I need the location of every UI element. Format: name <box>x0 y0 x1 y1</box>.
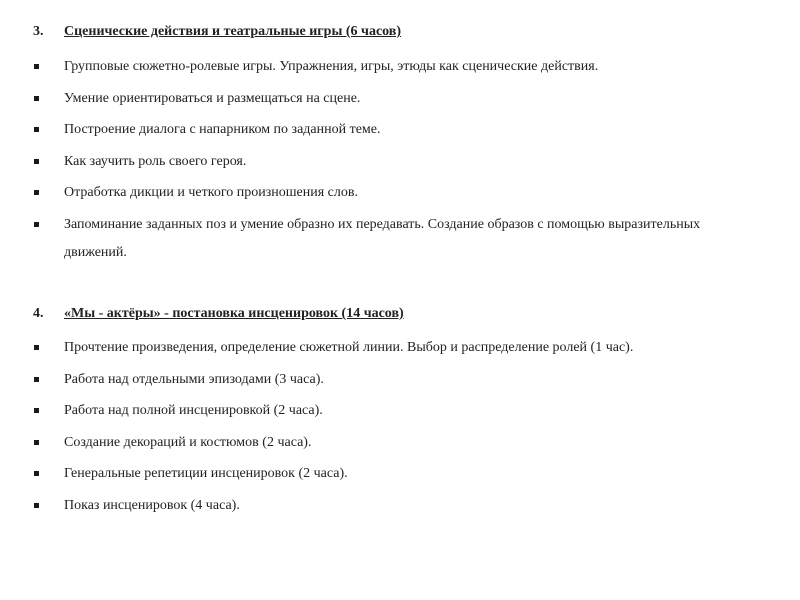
list-item <box>0 460 800 488</box>
section-item-list <box>0 53 800 267</box>
list-item-text: Запоминание заданных поз и умение образно их передавать. Создание образов с помощью выразительных движений. <box>64 216 701 260</box>
list-item <box>0 116 800 144</box>
list-item <box>0 334 800 362</box>
list-item <box>0 492 800 520</box>
square-bullet-icon <box>34 345 39 350</box>
list-item <box>0 366 800 394</box>
list-item-text: Как заучить роль своего героя. <box>64 153 247 169</box>
square-bullet-icon <box>34 127 39 132</box>
list-item-text: Отработка дикции и четкого произношения слов. <box>64 185 358 200</box>
square-bullet-icon <box>34 377 39 382</box>
list-item-text: Создание декораций и костюмов (2 часа). <box>64 434 312 450</box>
section-4 <box>0 304 800 523</box>
square-bullet-icon <box>34 222 39 227</box>
list-item-text: Работа над отдельными эпизодами (3 часа). <box>64 371 324 387</box>
list-item <box>0 211 800 267</box>
list-item-text: Показ инсценировок (4 часа). <box>64 497 240 513</box>
square-bullet-icon <box>34 64 39 69</box>
list-item-text: Прочтение произведения, определение сюжетной линии. Выбор и распределение ролей (1 час). <box>64 340 634 355</box>
list-item <box>0 148 800 176</box>
list-item-text: Групповые сюжетно-ролевые игры. Упражнения, игры, этюды как сценические действия. <box>64 59 599 74</box>
section-heading <box>0 304 800 326</box>
section-number: 3. <box>33 24 44 39</box>
section-title: «Мы - актёры» - постановка инсценировок (14 часов) <box>64 306 404 321</box>
square-bullet-icon <box>34 190 39 195</box>
section-3 <box>0 22 800 270</box>
list-item <box>0 85 800 113</box>
list-item-text: Умение ориентироваться и размещаться на сцене. <box>64 90 361 106</box>
square-bullet-icon <box>34 96 39 101</box>
list-item-text: Работа над полной инсценировкой (2 часа). <box>64 403 323 418</box>
square-bullet-icon <box>34 503 39 508</box>
square-bullet-icon <box>34 440 39 445</box>
square-bullet-icon <box>34 408 39 413</box>
list-item-text: Построение диалога с напарником по заданной теме. <box>64 122 381 137</box>
section-item-list <box>0 334 800 520</box>
list-item <box>0 397 800 425</box>
section-heading <box>0 22 800 44</box>
list-item <box>0 429 800 457</box>
square-bullet-icon <box>34 159 39 164</box>
section-number: 4. <box>33 306 44 321</box>
list-item <box>0 179 800 207</box>
square-bullet-icon <box>34 471 39 476</box>
list-item <box>0 53 800 81</box>
section-title: Сценические действия и театральные игры (6 часов) <box>64 24 402 39</box>
list-item-text: Генеральные репетиции инсценировок (2 часа). <box>64 466 348 481</box>
